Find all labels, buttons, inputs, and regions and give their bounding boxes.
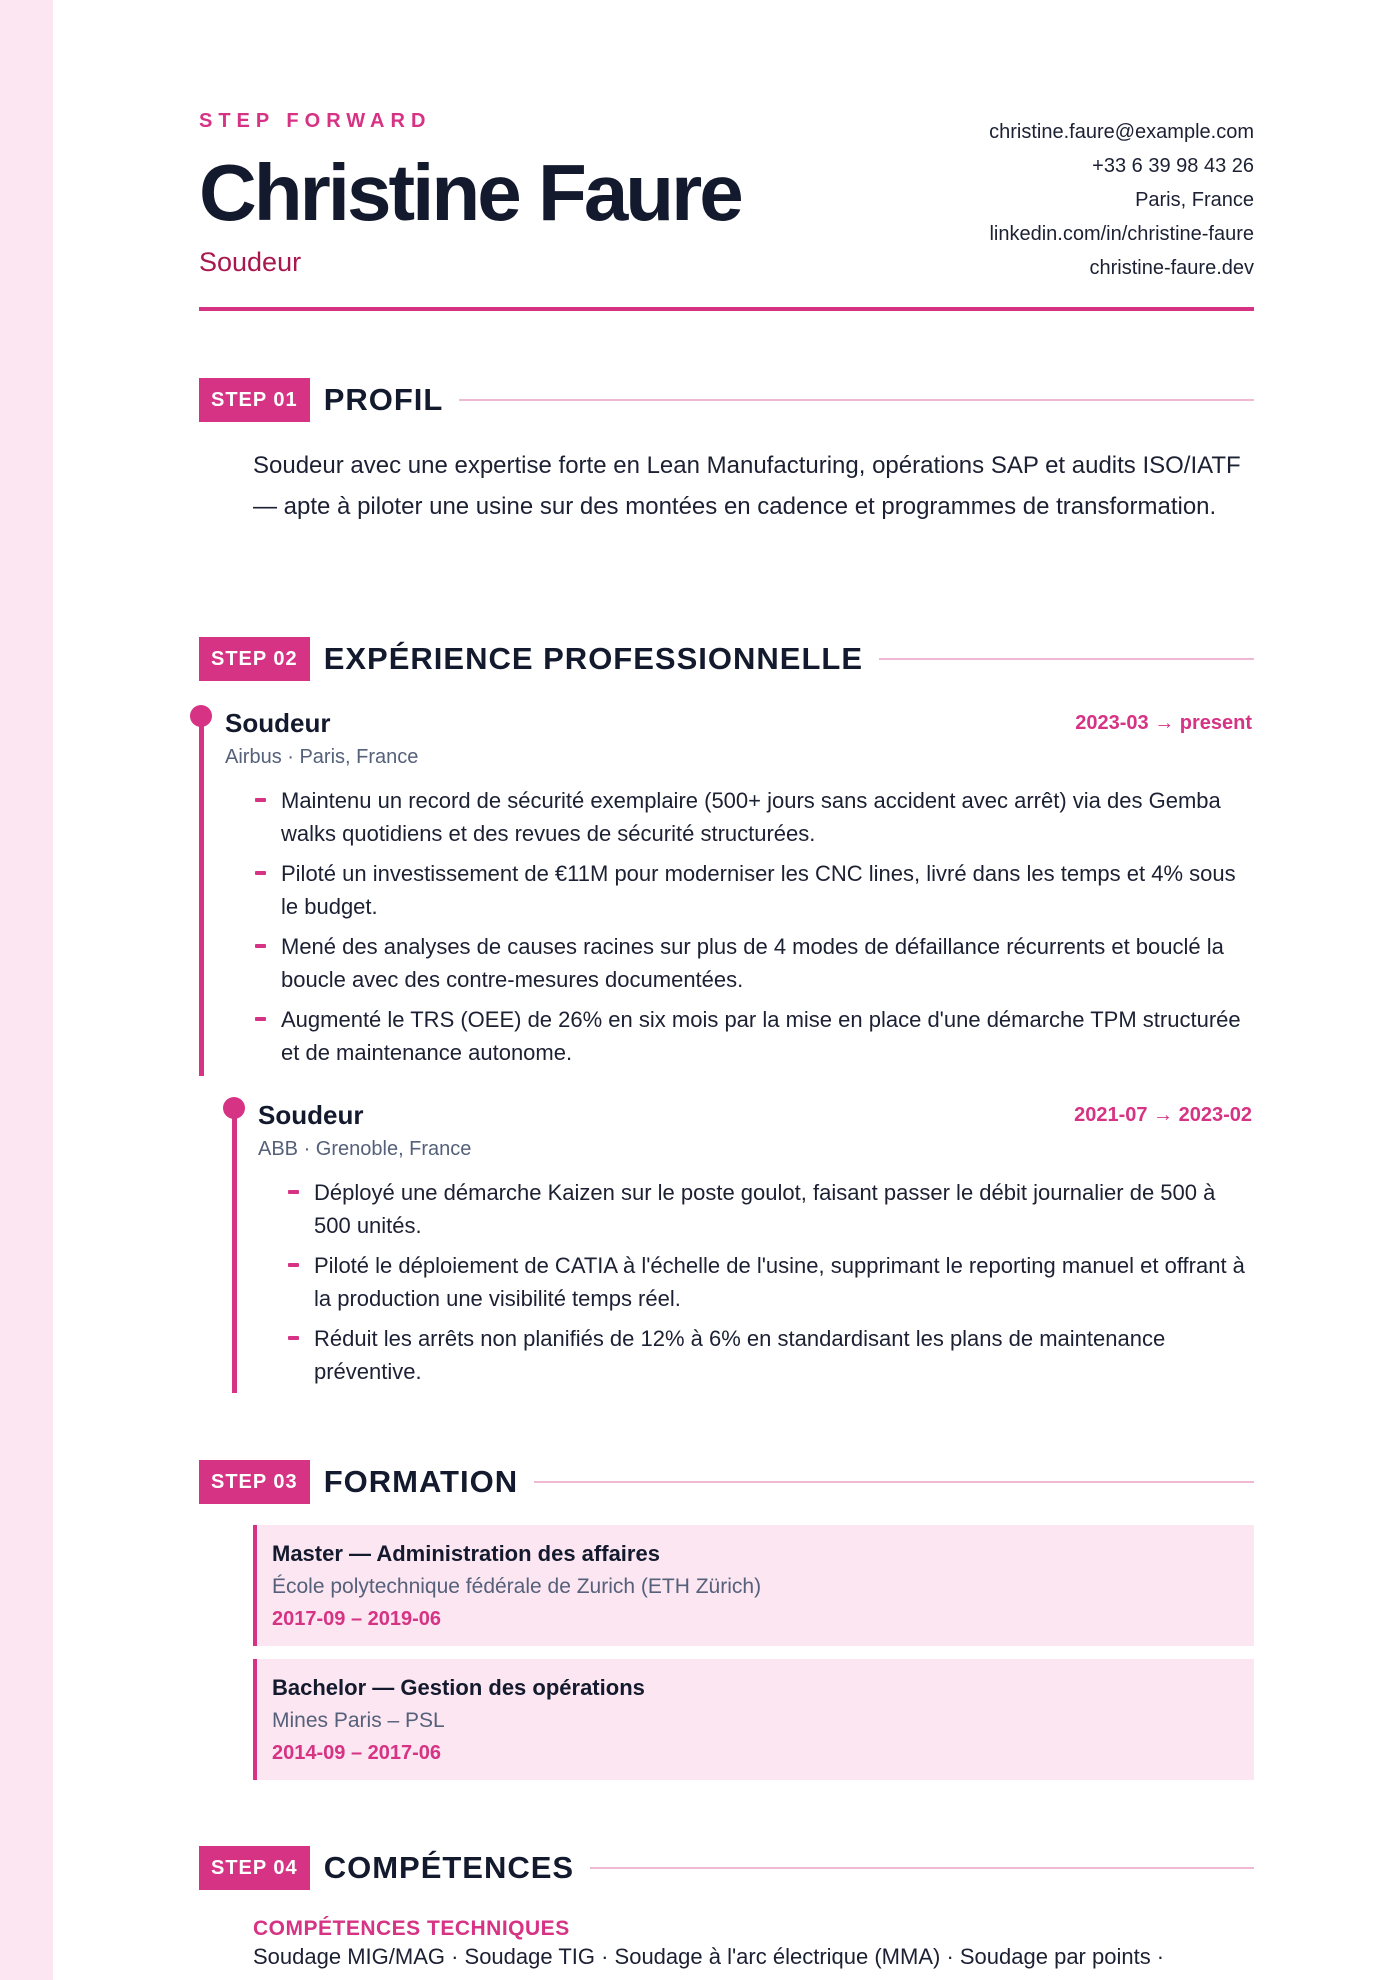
contact-email[interactable]: christine.faure@example.com <box>989 121 1254 143</box>
dash-icon <box>255 1017 266 1021</box>
job-dates: 2021-07 → 2023-02 <box>1074 1104 1252 1126</box>
contact-phone[interactable]: +33 6 39 98 43 26 <box>1092 155 1254 177</box>
timeline-bar <box>232 1100 237 1393</box>
timeline-bar <box>199 708 204 1076</box>
dash-icon <box>288 1263 299 1267</box>
section-divider <box>534 1481 1254 1483</box>
section-divider <box>879 658 1254 660</box>
job-dates: 2023-03 → present <box>1075 712 1252 734</box>
education-entry <box>253 1525 1254 1646</box>
dash-icon <box>255 944 266 948</box>
section-title: COMPÉTENCES <box>323 1850 575 1885</box>
contact-website[interactable]: christine-faure.dev <box>1089 257 1254 279</box>
section-header-experience <box>199 637 1254 681</box>
dash-icon <box>255 871 266 875</box>
education-degree: Master — Administration des affaires <box>272 1541 660 1566</box>
candidate-name: Christine Faure <box>199 148 741 237</box>
list-item: Maintenu un record de sécurité exemplaire (500+ jours sans accident avec arrêt) via des Gemba walks quotidiens et des revues de sécurité structurées. <box>255 784 1254 850</box>
section-header-profile <box>199 378 1254 422</box>
job-title: Soudeur <box>225 708 331 738</box>
decorative-left-band <box>0 0 53 1980</box>
section-divider <box>590 1867 1254 1869</box>
list-item: Piloté un investissement de €11M pour moderniser les CNC lines, livré dans les temps et 4% sous le budget. <box>255 857 1254 923</box>
timeline-dot <box>190 705 212 727</box>
job-title: Soudeur <box>258 1100 364 1130</box>
dash-icon <box>255 798 266 802</box>
education-dates: 2017-09 – 2019-06 <box>272 1608 442 1630</box>
list-item: Réduit les arrêts non planifiés de 12% à 6% en standardisant les plans de maintenance préventive. <box>288 1322 1254 1388</box>
job-bullets <box>255 784 1254 1076</box>
contact-linkedin[interactable]: linkedin.com/in/christine-faure <box>989 223 1254 245</box>
job-bullets <box>288 1176 1254 1395</box>
experience-entry <box>232 1100 1254 1395</box>
education-school: École polytechnique fédérale de Zurich (ETH Zürich) <box>272 1575 762 1598</box>
list-item: Mené des analyses de causes racines sur plus de 4 modes de défaillance récurrents et bouclé la boucle avec des contre-mesures documentées. <box>255 930 1254 996</box>
education-entry <box>253 1659 1254 1780</box>
contact-block <box>989 115 1254 285</box>
section-header-skills <box>199 1846 1254 1890</box>
step-badge: STEP 01 <box>199 378 310 422</box>
dash-icon <box>288 1336 299 1340</box>
job-company: ABB · Grenoble, France <box>258 1138 472 1160</box>
section-header-education <box>199 1460 1254 1504</box>
section-title: EXPÉRIENCE PROFESSIONNELLE <box>323 641 864 676</box>
experience-entry <box>199 708 1254 1078</box>
list-item: Déployé une démarche Kaizen sur le poste goulot, faisant passer le débit journalier de 500 à 500 unités. <box>288 1176 1254 1242</box>
skill-list: Soudage MIG/MAG · Soudage TIG · Soudage à l'arc électrique (MMA) · Soudage par points · <box>253 1944 1165 1969</box>
section-title: FORMATION <box>323 1464 519 1499</box>
timeline-dot <box>223 1097 245 1119</box>
job-company: Airbus · Paris, France <box>225 746 419 768</box>
candidate-role: Soudeur <box>199 247 302 277</box>
education-school: Mines Paris – PSL <box>272 1709 445 1732</box>
step-badge: STEP 02 <box>199 637 310 681</box>
dash-icon <box>288 1190 299 1194</box>
profile-summary: Soudeur avec une expertise forte en Lean Manufacturing, opérations SAP et audits ISO/IATF — apte à piloter une usine sur des montées en cadence et programmes de transformation. <box>253 452 1241 520</box>
list-item: Piloté le déploiement de CATIA à l'échelle de l'usine, supprimant le reporting manuel et offrant à la production une visibilité temps réel. <box>288 1249 1254 1315</box>
section-divider <box>459 399 1254 401</box>
header-divider <box>199 307 1254 311</box>
education-dates: 2014-09 – 2017-06 <box>272 1742 442 1764</box>
education-degree: Bachelor — Gestion des opérations <box>272 1675 645 1700</box>
section-title: PROFIL <box>323 382 444 417</box>
list-item: Augmenté le TRS (OEE) de 26% en six mois par la mise en place d'une démarche TPM structurée et de maintenance autonome. <box>255 1003 1254 1069</box>
contact-location: Paris, France <box>1135 189 1254 211</box>
tagline: STEP FORWARD <box>199 110 432 132</box>
step-badge: STEP 03 <box>199 1460 310 1504</box>
step-badge: STEP 04 <box>199 1846 310 1890</box>
skill-category: COMPÉTENCES TECHNIQUES <box>253 1917 570 1940</box>
